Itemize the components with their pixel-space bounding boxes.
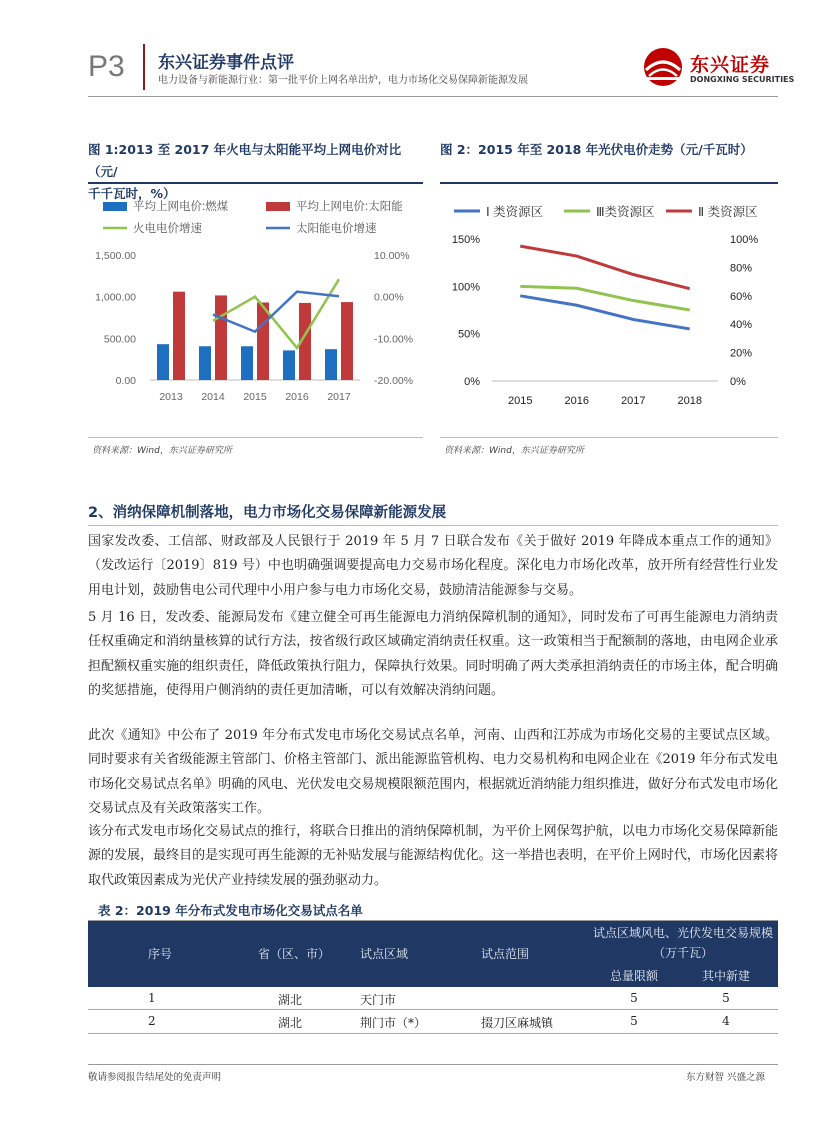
y-left-tick-label: 1,000.00 <box>95 291 136 304</box>
y-right-tick-label: 0% <box>730 376 746 388</box>
cell-seq: 1 <box>148 991 156 1005</box>
figure1-title-line2: 千千瓦时，%） <box>88 186 176 201</box>
y-right-tick-label: -20.00% <box>374 375 414 387</box>
bar-coal <box>199 346 211 380</box>
figure2-source: 资料来源：Wind，东兴证券研究所 <box>444 446 584 456</box>
cell-area: 荆门市（*） <box>360 1016 427 1030</box>
legend-label: Ⅱ 类资源区 <box>698 205 758 219</box>
table-row <box>88 1010 778 1032</box>
x-tick-label: 2014 <box>201 391 225 403</box>
figure1-source: 资料来源：Wind，东兴证券研究所 <box>92 446 232 456</box>
cell-scope: 掇刀区麻城镇 <box>481 1016 554 1030</box>
series-line-3 <box>520 246 690 289</box>
section-rule <box>88 525 778 526</box>
figure2-chart <box>440 190 778 420</box>
x-tick-label: 2016 <box>285 391 309 403</box>
bar-solar <box>173 292 185 380</box>
y-left-tick-label: 1,500.00 <box>95 250 136 262</box>
legend-label: 平均上网电价:燃煤 <box>133 201 229 213</box>
logo-text: 东兴证券 <box>690 54 771 76</box>
table-header <box>88 921 778 987</box>
y-left-tick-label: 500.00 <box>103 333 136 346</box>
row-divider <box>88 1033 778 1034</box>
th-scope: 试点范围 <box>481 947 530 961</box>
cell-total: 5 <box>630 991 638 1005</box>
paragraph-4: 该分布式发电市场化交易试点的推行，将联合日推出的消纳保障机制，为平价上网保驾护航，以电力市场化交易保障新能源的发展，最终目的是实现可再生能源的无补贴发展与能源结构优化。这一举措也表明，在平价上网时代，市场化因素将取代政策因素成为光伏产业持续发展的强劲驱动力。 <box>88 824 778 888</box>
x-tick-label: 2017 <box>621 395 646 407</box>
footer-rule <box>88 1064 778 1065</box>
figure1-chart <box>88 190 428 420</box>
bar-coal <box>283 350 295 380</box>
y-right-tick-label: -10.00% <box>374 333 414 346</box>
y-left-tick-label: 100% <box>451 281 480 294</box>
x-tick-label: 2015 <box>243 391 267 403</box>
figure1-title-line1: 图 1:2013 至 2017 年火电与太阳能平均上网电价对比（元/ <box>88 142 402 179</box>
dongxing-logo-icon <box>640 46 686 88</box>
th-new: 其中新建 <box>701 969 750 983</box>
legend-label: 太阳能电价增速 <box>296 223 377 235</box>
table-title: 表 2：2019 年分布式发电市场化交易试点名单 <box>98 903 363 918</box>
page-number: P3 <box>88 50 125 83</box>
bar-solar <box>341 302 353 380</box>
th-total: 总量限额 <box>609 969 658 983</box>
x-tick-label: 2018 <box>677 395 702 407</box>
figure1-bottom-rule <box>88 437 423 438</box>
logo-english: DONGXING SECURITIES <box>690 75 795 84</box>
y-right-tick-label: 20% <box>730 347 753 360</box>
figure2-title: 图 2：2015 年至 2018 年光伏电价走势（元/千瓦时） <box>440 142 753 157</box>
series-line-1 <box>520 296 690 329</box>
cell-seq: 2 <box>148 1014 156 1028</box>
thermal-growth-line <box>213 279 339 348</box>
y-right-tick-label: 100% <box>730 234 759 246</box>
y-right-tick-label: 60% <box>730 290 753 303</box>
y-right-tick-label: 0.00% <box>374 291 404 304</box>
bar-coal <box>325 349 337 380</box>
header-divider <box>143 44 145 90</box>
legend-swatch <box>266 202 290 211</box>
cell-province: 湖北 <box>278 993 303 1007</box>
table-row <box>88 987 778 1009</box>
report-type: 东兴证券事件点评 <box>158 53 294 73</box>
x-tick-label: 2015 <box>508 395 533 407</box>
cell-province: 湖北 <box>278 1016 303 1030</box>
th-seq: 序号 <box>148 947 173 961</box>
footer-disclaimer: 敬请参阅报告结尾处的免责声明 <box>88 1072 222 1083</box>
header-rule <box>88 96 778 97</box>
paragraph-1: 国家发改委、工信部、财政部及人民银行于 2019 年 5 月 7 日联合发布《关于做好 2019 年降成本重点工作的通知》（发改运行〔2019〕819 号）中也明确强调要提高电力交易市场化程度。深化电力市场化改革，放开所有经营性行业发用电计划，鼓励售电公司代理中小用户参与电力市场化交易，鼓励清洁能源参与交易。 <box>88 534 778 598</box>
figure2-bottom-rule <box>440 437 778 438</box>
legend-label: 火电电价增速 <box>133 223 202 235</box>
th-area: 试点区域 <box>360 947 409 961</box>
th-province: 省（区、市） <box>258 947 331 961</box>
paragraph-3: 此次《通知》中公布了 2019 年分布式发电市场化交易试点名单，河南、山西和江苏成为市场化交易的主要试点区域。同时要求有关省级能源主管部门、价格主管部门、派出能源监管机构、电力交易机构和电网企业在《2019 年分布式发电市场化交易试点名单》明确的风电、光伏发电交易规模限额范围内，根据就近消纳能力组织推进，做好分布式发电市场化交易试点及有关政策落实工作。 <box>88 728 778 816</box>
figure2-top-rule <box>440 182 778 184</box>
cell-total: 5 <box>630 1014 638 1028</box>
footer-slogan: 东方财智 兴盛之源 <box>686 1072 766 1083</box>
x-tick-label: 2016 <box>564 395 589 407</box>
cell-area: 天门市 <box>360 993 397 1007</box>
bar-solar <box>257 303 269 381</box>
bar-coal <box>241 346 253 380</box>
th-group-line1: 试点区域风电、光伏发电交易规模 <box>592 926 773 940</box>
x-tick-label: 2017 <box>327 391 351 403</box>
y-left-tick-label: 150% <box>451 234 480 246</box>
y-right-tick-label: 40% <box>730 319 753 332</box>
cell-new: 4 <box>722 1014 730 1028</box>
y-right-tick-label: 80% <box>730 262 753 275</box>
legend-label: Ⅲ类资源区 <box>596 205 655 219</box>
legend-label: Ⅰ 类资源区 <box>486 205 544 219</box>
paragraph-2: 5 月 16 日，发改委、能源局发布《建立健全可再生能源电力消纳保障机制的通知》，同时发布了可再生能源电力消纳责任权重确定和消纳量核算的试行方法，按省级行政区域确定消纳责任权重。这一政策相当于配额制的落地，由电网企业承担配额权重实施的组织责任，降低政策执行阻力，保障执行效果。同时明确了两大类承担消纳责任的市场主体，配合明确的奖惩措施，使得用户侧消纳的责任更加清晰，可以有效解决消纳问题。 <box>88 610 778 698</box>
y-right-tick-label: 10.00% <box>374 250 410 262</box>
series-line-2 <box>520 286 690 310</box>
cell-new: 5 <box>722 991 730 1005</box>
x-tick-label: 2013 <box>159 391 183 403</box>
legend-swatch <box>103 202 127 211</box>
figure1-top-rule <box>88 182 423 184</box>
y-left-tick-label: 50% <box>457 328 480 341</box>
y-left-tick-label: 0% <box>464 376 480 388</box>
section-title: 2、消纳保障机制落地，电力市场化交易保障新能源发展 <box>88 505 447 521</box>
th-group-line2: （万千瓦） <box>652 946 713 960</box>
bar-coal <box>157 344 169 380</box>
y-left-tick-label: 0.00 <box>115 375 136 387</box>
report-subtitle: 电力设备与新能源行业：第一批平价上网名单出炉，电力市场化交易保障新能源发展 <box>158 75 528 86</box>
legend-label: 平均上网电价:太阳能 <box>296 201 403 213</box>
bar-solar <box>215 295 227 380</box>
